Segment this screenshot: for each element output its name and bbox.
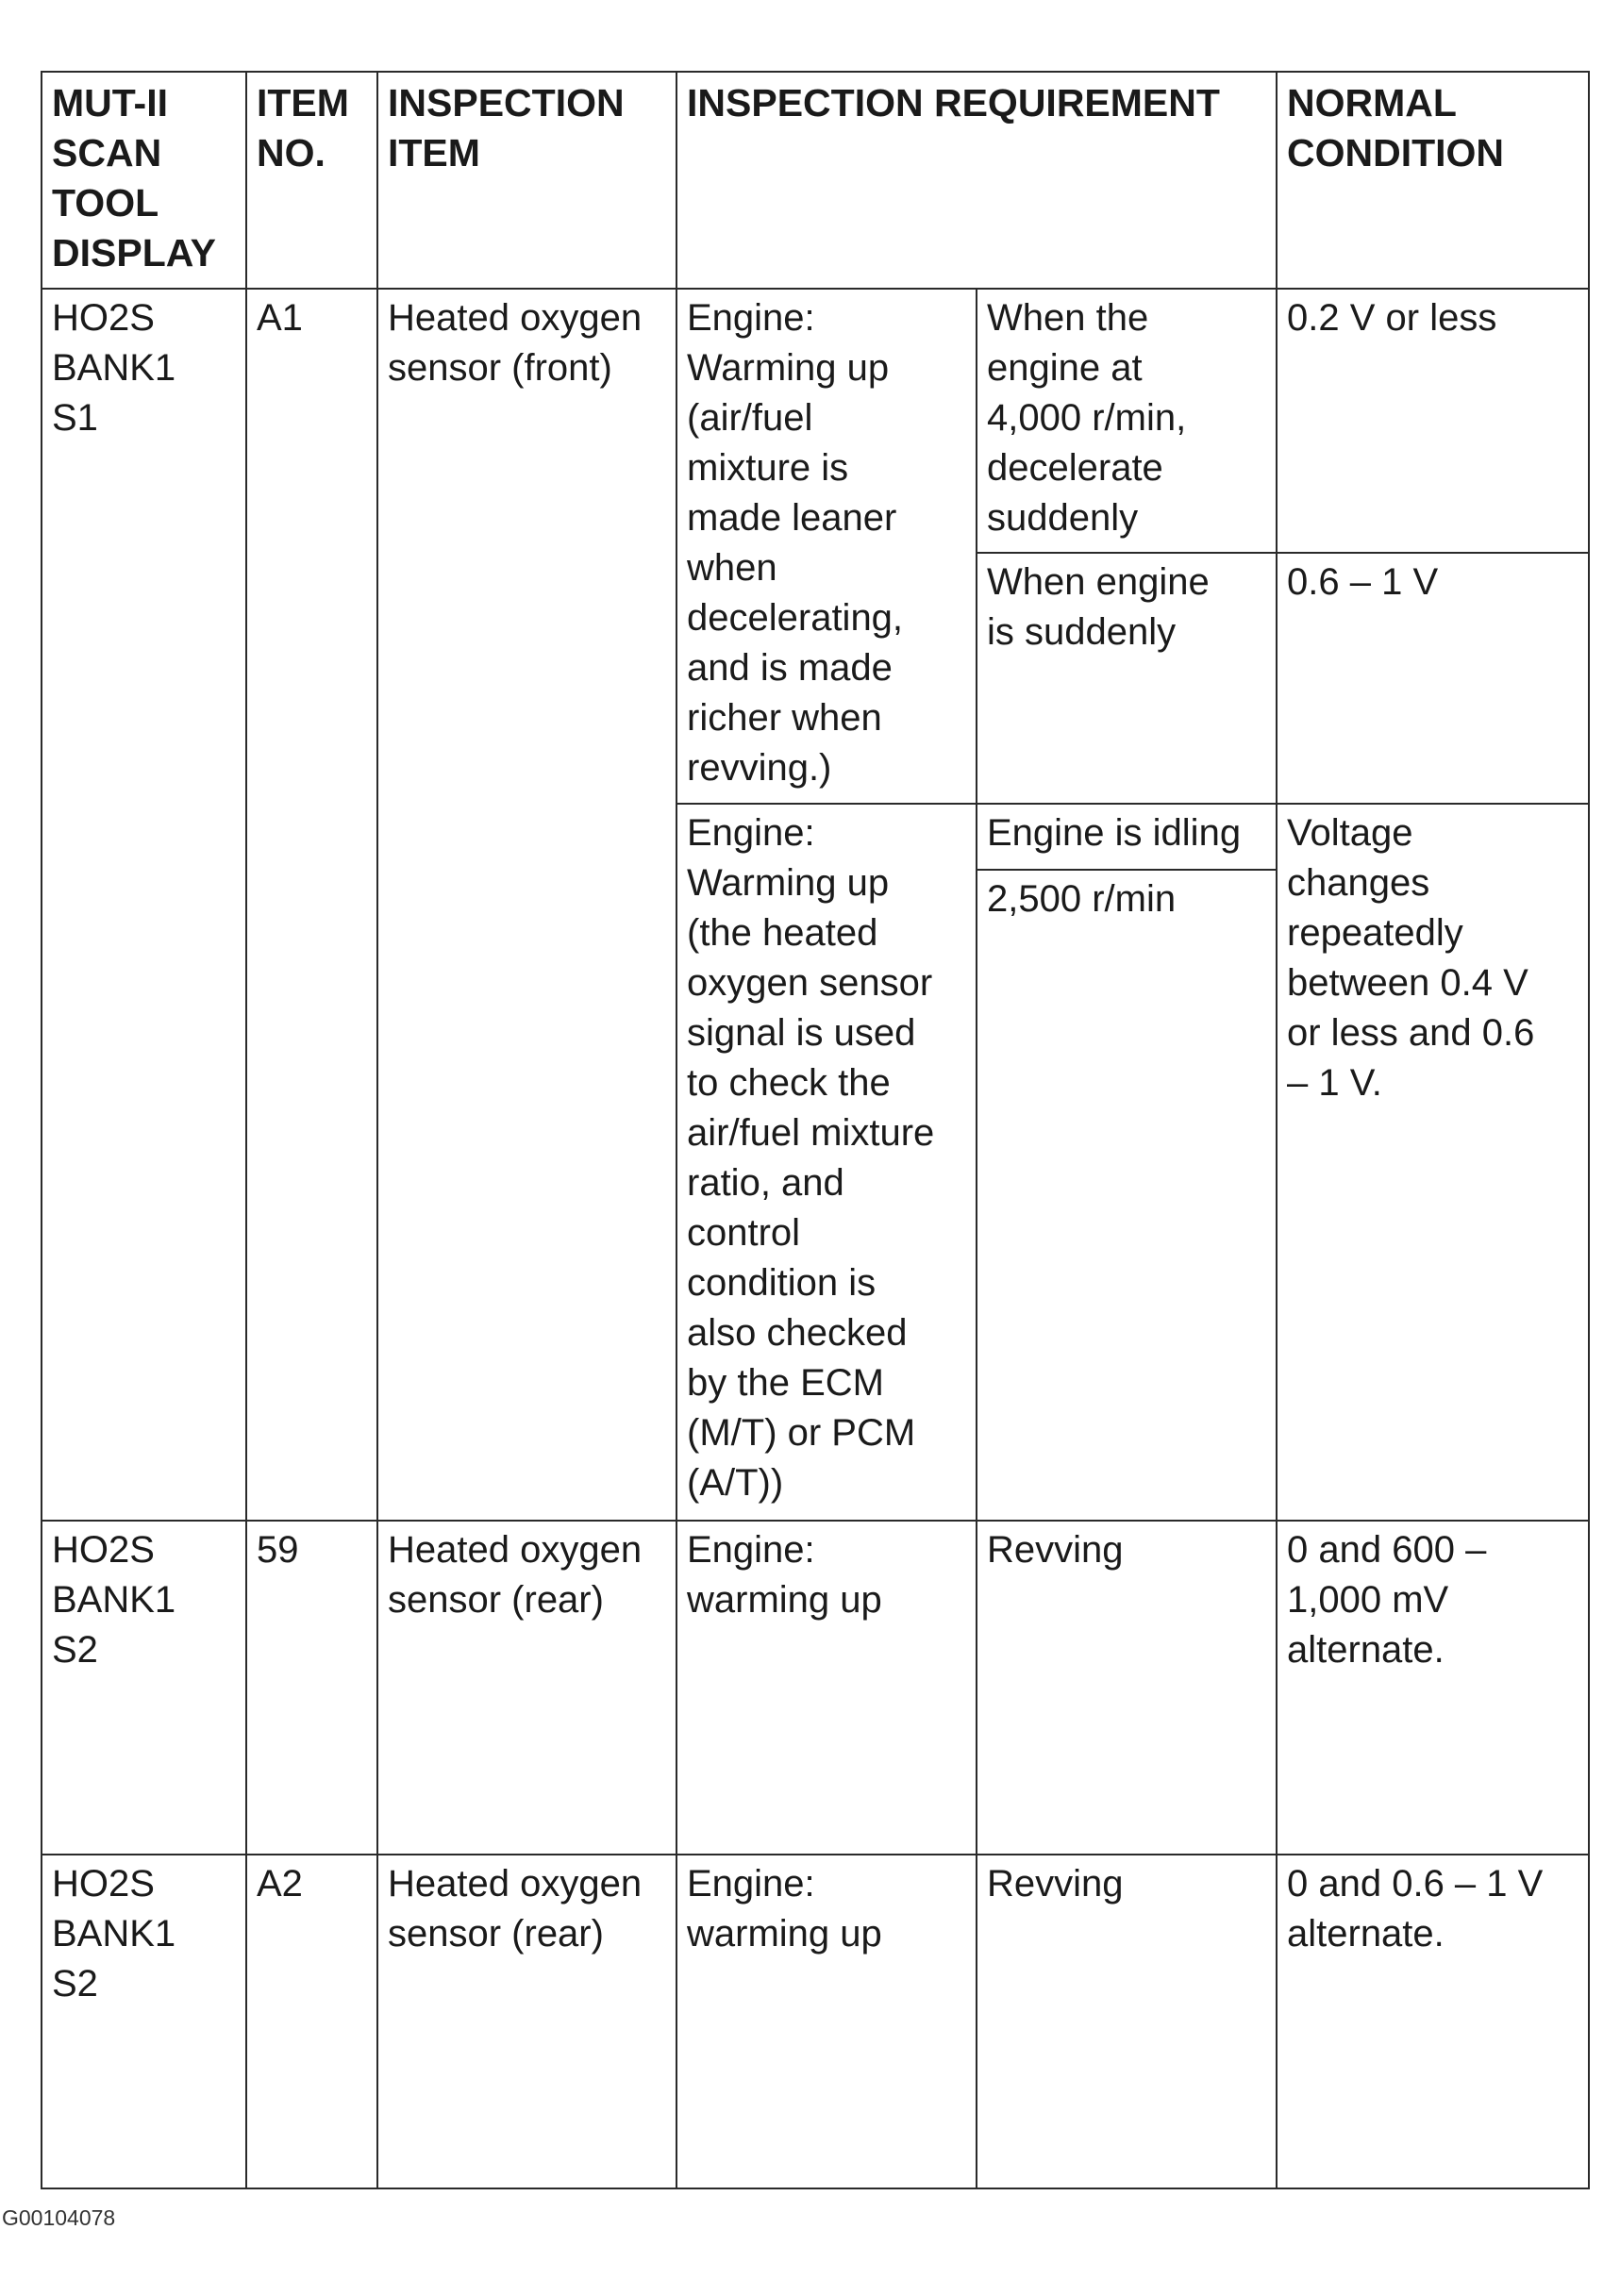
cell-condition: When engine is suddenly <box>977 553 1277 804</box>
inspection-table <box>41 71 1590 2189</box>
cell-condition: Engine is idling <box>977 804 1277 870</box>
cell-condition: When the engine at 4,000 r/min, decelerate suddenly <box>977 289 1277 553</box>
cell-item-no: 59 <box>246 1521 377 1855</box>
header-normal-condition: NORMAL CONDITION <box>1277 72 1589 289</box>
cell-item-no: A1 <box>246 289 377 1521</box>
cell-normal: 0.6 – 1 V <box>1277 553 1589 804</box>
header-inspection-requirement: INSPECTION REQUIREMENT <box>676 72 1277 289</box>
header-display: MUT-II SCAN TOOL DISPLAY <box>42 72 246 289</box>
cell-condition: 2,500 r/min <box>977 870 1277 1521</box>
cell-requirement: Engine: Warming up (the heated oxygen sensor signal is used to check the air/fuel mixture ratio, and control condition is also checked by the ECM (M/T) or PCM (A/T)) <box>676 804 977 1521</box>
table-row <box>42 289 1589 553</box>
header-inspection-item: INSPECTION ITEM <box>377 72 676 289</box>
table-row <box>42 1521 1589 1855</box>
header-item-no: ITEM NO. <box>246 72 377 289</box>
cell-item-no: A2 <box>246 1855 377 2188</box>
cell-condition: Revving <box>977 1521 1277 1855</box>
cell-normal: 0.2 V or less <box>1277 289 1589 553</box>
cell-requirement: Engine: Warming up (air/fuel mixture is made leaner when decelerating, and is made richer when revving.) <box>676 289 977 804</box>
cell-requirement: Engine: warming up <box>676 1521 977 1855</box>
cell-display: HO2S BANK1 S1 <box>42 289 246 1521</box>
cell-inspection-item: Heated oxygen sensor (front) <box>377 289 676 1521</box>
cell-display: HO2S BANK1 S2 <box>42 1521 246 1855</box>
cell-normal: 0 and 600 – 1,000 mV alternate. <box>1277 1521 1589 1855</box>
figure-code: G00104078 <box>2 2205 116 2230</box>
cell-inspection-item: Heated oxygen sensor (rear) <box>377 1855 676 2188</box>
cell-requirement: Engine: warming up <box>676 1855 977 2188</box>
cell-condition: Revving <box>977 1855 1277 2188</box>
cell-display: HO2S BANK1 S2 <box>42 1855 246 2188</box>
table-row <box>42 1855 1589 2188</box>
header-row <box>42 72 1589 289</box>
cell-normal: 0 and 0.6 – 1 V alternate. <box>1277 1855 1589 2188</box>
cell-inspection-item: Heated oxygen sensor (rear) <box>377 1521 676 1855</box>
cell-normal: Voltage changes repeatedly between 0.4 V or less and 0.6 – 1 V. <box>1277 804 1589 1521</box>
